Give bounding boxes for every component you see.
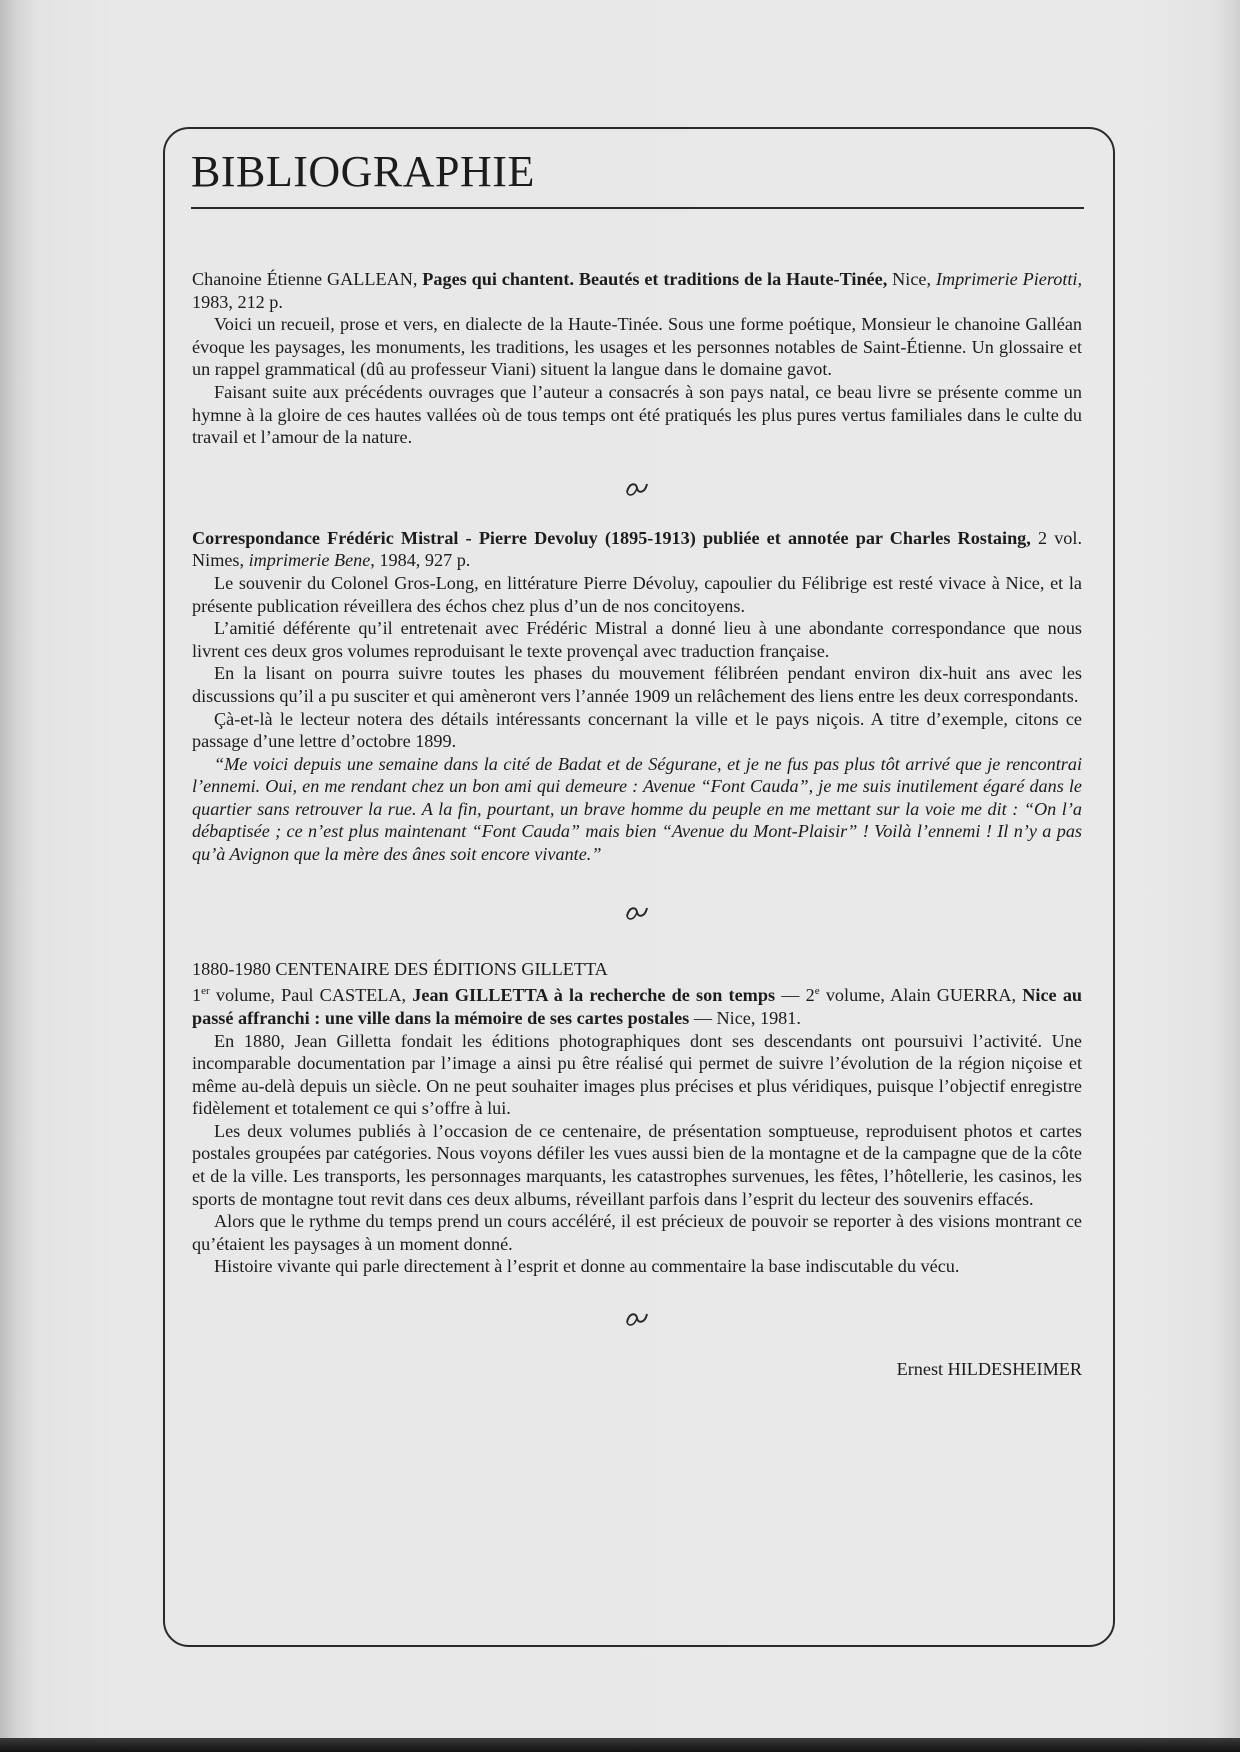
- scan-bottom-edge: [0, 1738, 1240, 1752]
- entry-gilletta: [192, 958, 1082, 1278]
- entry-heading: 1880-1980 CENTENAIRE DES ÉDITIONS GILLETTA: [192, 958, 608, 979]
- citation-details: 2 vol. Nimes,: [192, 527, 1082, 571]
- paragraph: En la lisant on pourra suivre toutes les phases du mouvement félibréen pendant environ dix-huit ans avec les discussions qu’il a pu susciter et qui amèneront vers l’année 1909 un relâchement des liens entre les deux correspondants.: [192, 663, 1082, 706]
- bibliography-content: [192, 268, 1082, 1381]
- paragraph: Le souvenir du Colonel Gros-Long, en littérature Pierre Dévoluy, capoulier du Félibrige est resté vivace à Nice, et la présente publication réveillera des échos chez plus d’un de nos concitoyens.: [192, 572, 1082, 616]
- volume-ordinal: e: [814, 985, 820, 998]
- paragraph: Alors que le rythme du temps prend un cours accéléré, il est précieux de pouvoir se reporter à des visions montrant ce qu’étaient les paysages à un moment donné.: [192, 1211, 1082, 1254]
- entry-mistral-devoluy: [192, 527, 1082, 866]
- citation-publisher: imprimerie Bene,: [248, 550, 375, 571]
- volume-number: 1: [192, 985, 202, 1006]
- citation-dash: —: [775, 985, 806, 1006]
- signature: Ernest HILDESHEIMER: [896, 1359, 1082, 1380]
- title-rule: [191, 207, 1084, 209]
- paragraph: Histoire vivante qui parle directement à l’esprit et donne au commentaire la base indiscutable du vécu.: [214, 1256, 960, 1277]
- citation-author: volume, Alain GUERRA,: [819, 985, 1017, 1006]
- citation-publisher: Imprimerie Pierotti,: [935, 269, 1083, 289]
- citation: [192, 268, 1082, 313]
- citation-title: Correspondance Frédéric Mistral - Pierre Devoluy (1895-1913) publiée et annotée par Charles Rostaing,: [192, 527, 1031, 548]
- citation-title: Nice au passé affranchi : une ville dans la mémoire de ses cartes postales: [192, 985, 1083, 1028]
- tilde-ornament-icon: [192, 449, 1082, 527]
- page-title: BIBLIOGRAPHIE: [191, 147, 535, 196]
- paragraph: Voici un recueil, prose et vers, en dialecte de la Haute-Tinée. Sous une forme poétique, Monsieur le chanoine Galléan évoque les paysages, les monuments, les traditions, les usages et les personnes notables de Saint-Étienne. Un glossaire et un rappel grammatical (dû au professeur Viani) situent la langue dans le domaine gavot.: [192, 314, 1082, 380]
- citation-author: volume, Paul CASTELA,: [209, 985, 407, 1006]
- paragraph: Çà-et-là le lecteur notera des détails intéressants concernant la ville et le pays niçois. A titre d’exemple, citons ce passage d’une lettre d’octobre 1899.: [192, 708, 1082, 752]
- volume-ordinal: er: [201, 985, 210, 998]
- tilde-ornament-icon: [192, 866, 1082, 958]
- paragraph: Les deux volumes publiés à l’occasion de ce centenaire, de présentation somptueuse, reproduisent photos et cartes postales groupées par catégories. Nous voyons défiler les vues aussi bien de la montagne et de la campagne que de la côte et de la ville. Les transports, les personnages marquants, les catastrophes survenues, les fêtes, l’hôtellerie, les casinos, les sports de montagne tout revit dans ces deux albums, réveillant parfois dans l’esprit du lecteur des souvenirs effacés.: [192, 1120, 1082, 1209]
- letter-quote: “Me voici depuis une semaine dans la cité de Badat et de Ségurane, et je ne fus pas plus tôt arrivé que je rencontrai l’ennemi. Oui, en me rendant chez un bon ami qui demeure : Avenue “Font Cauda”, je me suis inutilement égaré dans le quartier sans retrouver la rue. A la fin, pourtant, un brave homme du peuple en me mettant sur la voie me dit : “On l’a débaptisée ; ce n’est plus maintenant “Font Cauda” mais bien “Avenue du Mont-Plaisir” ! Voilà l’ennemi ! Il n’y a pas qu’à Avignon que la mère des ânes soit encore vivante.”: [192, 753, 1082, 865]
- citation-place: Nice,: [892, 269, 932, 289]
- paragraph: Faisant suite aux précédents ouvrages que l’auteur a consacrés à son pays natal, ce beau livre se présente comme un hymne à la gloire de ces hautes vallées où de tous temps ont été pratiqués les plus pures vertus familiales dans le culte du travail et l’amour de la nature.: [192, 381, 1082, 448]
- citation-details: — Nice, 1981.: [689, 1007, 801, 1028]
- citation-author: Chanoine Étienne GALLEAN,: [192, 269, 418, 289]
- citation-details: 1984, 927 p.: [379, 550, 471, 571]
- citation-title: Pages qui chantent. Beautés et traditions de la Haute-Tinée,: [422, 269, 888, 289]
- entry-gallean: [192, 268, 1082, 449]
- paragraph: En 1880, Jean Gilletta fondait les éditions photographiques dont ses descendants ont poursuivi l’activité. Une incomparable documentation par l’image a ainsi pu être réalisé qui permet de suivre l’évolution de la région niçoise et même au-delà depuis un siècle. On ne peut souhaiter images plus précises et plus véridiques, puisque l’objectif enregistre fidèlement et totalement ce qui s’offre à lui.: [192, 1030, 1082, 1119]
- volume-number: 2: [805, 985, 815, 1006]
- paragraph: L’amitié déférente qu’il entretenait avec Frédéric Mistral a donné lieu à une abondante correspondance que nous livrent ces deux gros volumes reproduisant le texte provençal avec traduction française.: [192, 618, 1082, 661]
- citation: [192, 980, 1082, 1029]
- citation: [192, 527, 1082, 572]
- citation-details: 1983, 212 p.: [192, 291, 283, 312]
- tilde-ornament-icon: [192, 1278, 1082, 1358]
- citation-title: Jean GILLETTA à la recherche de son temps: [412, 985, 776, 1006]
